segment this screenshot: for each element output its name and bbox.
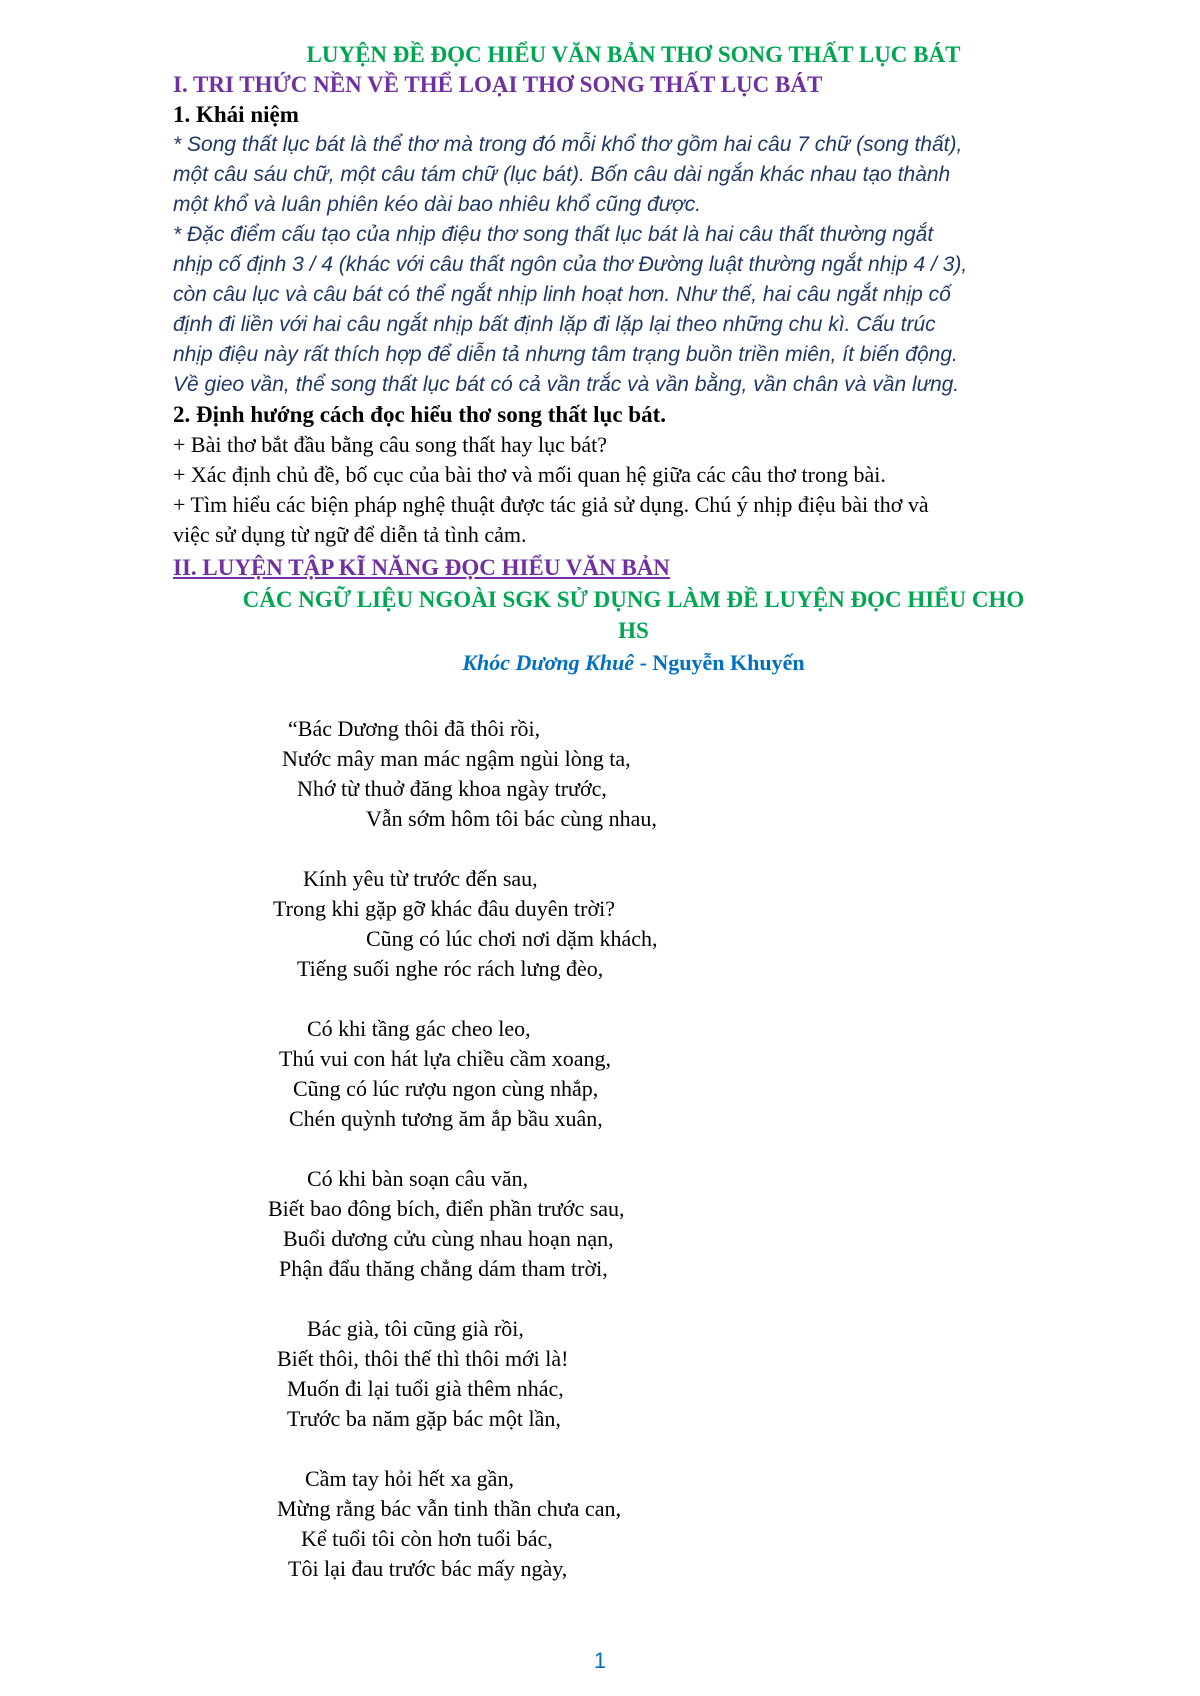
definition-paragraph (173, 130, 1094, 220)
text-line: còn câu lục và câu bát có thể ngắt nhịp linh hoạt hơn. Như thế, hai câu ngắt nhịp cố (173, 283, 951, 306)
stanza (173, 1314, 1094, 1434)
page-number: 1 (593, 1648, 607, 1673)
text-line: nhịp điệu này rất thích hợp để diễn tả nhưng tâm trạng buồn triền miên, ít biến động. (173, 343, 958, 366)
stanza (173, 864, 1094, 984)
stanza (173, 1464, 1094, 1584)
guide-list (173, 430, 1094, 550)
poem-line: Có khi bàn soạn câu văn, (307, 1166, 529, 1191)
list-item: + Bài thơ bắt đầu bằng câu song thất hay lục bát? (173, 432, 607, 457)
materials-heading-cont: HS (618, 618, 649, 643)
stanza (173, 1014, 1094, 1134)
stanza (173, 714, 1094, 834)
text-line: một khổ và luân phiên kéo dài bao nhiêu khổ cũng được. (173, 193, 702, 216)
poem-line: Chén quỳnh tương ăm ắp bầu xuân, (289, 1106, 603, 1131)
text-line: Về gieo vần, thể song thất lục bát có cả vần trắc và vần bằng, vần chân và vần lưng. (173, 373, 960, 396)
subheading-reading-guide: 2. Định hướng cách đọc hiểu thơ song thất lục bát. (173, 402, 666, 427)
text-line: nhịp cố định 3 / 4 (khác với câu thất ngôn của thơ Đường luật thường ngắt nhịp 4 / 3), (173, 253, 968, 276)
poem-title-text: Khóc Dương Khuê (462, 650, 635, 675)
poem-line: Kính yêu từ trước đến sau, (303, 866, 538, 891)
poem-line: Trong khi gặp gỡ khác đâu duyên trời? (273, 896, 616, 921)
materials-heading: CÁC NGỮ LIỆU NGOÀI SGK SỬ DỤNG LÀM ĐỀ LUYỆN ĐỌC HIỂU CHO (242, 587, 1025, 612)
text-line: * Song thất lục bát là thể thơ mà trong đó mỗi khổ thơ gồm hai câu 7 chữ (song thất), (173, 133, 963, 156)
poem-line: Trước ba năm gặp bác một lần, (287, 1406, 561, 1431)
section2-heading: II. LUYỆN TẬP KĨ NĂNG ĐỌC HIỂU VĂN BẢN (173, 555, 670, 580)
poem-line: Buổi dương cửu cùng nhau hoạn nạn, (283, 1226, 614, 1251)
poem-line: Kể tuổi tôi còn hơn tuổi bác, (301, 1526, 553, 1551)
poem-line: Tôi lại đau trước bác mấy ngày, (288, 1556, 568, 1581)
poem-line: Cũng có lúc rượu ngon cùng nhắp, (293, 1076, 599, 1101)
poem-line: Tiếng suối nghe róc rách lưng đèo, (297, 956, 604, 981)
rhythm-paragraph (173, 220, 1094, 400)
poem-line: Muốn đi lại tuổi già thêm nhác, (287, 1376, 564, 1401)
poem-title (173, 646, 1094, 680)
subheading-definition: 1. Khái niệm (173, 102, 299, 127)
poem-line: Nhớ từ thuở đăng khoa ngày trước, (297, 776, 607, 801)
text-line: một câu sáu chữ, một câu tám chữ (lục bát). Bốn câu dài ngắn khác nhau tạo thành (173, 163, 951, 186)
poem-line: Mừng rằng bác vẫn tinh thần chưa can, (277, 1496, 621, 1521)
list-item: + Xác định chủ đề, bố cục của bài thơ và mối quan hệ giữa các câu thơ trong bài. (173, 462, 886, 487)
text-line: định đi liền với hai câu ngắt nhịp bất định lặp đi lặp lại theo những chu kì. Cấu trúc (173, 313, 936, 336)
section1-heading: I. TRI THỨC NỀN VỀ THỂ LOẠI THƠ SONG THẤT LỤC BÁT (173, 72, 823, 97)
poem-author: Nguyễn Khuyến (652, 650, 805, 675)
stanza (173, 1164, 1094, 1284)
list-item: việc sử dụng từ ngữ để diễn tả tình cảm. (173, 522, 527, 547)
poem-line: Bác già, tôi cũng già rồi, (307, 1316, 524, 1341)
poem-line: Có khi tầng gác cheo leo, (307, 1016, 531, 1041)
poem-line: Cầm tay hỏi hết xa gần, (305, 1466, 514, 1491)
poem-line: Thú vui con hát lựa chiều cầm xoang, (279, 1046, 612, 1071)
poem-line: Phận đẩu thăng chẳng dám tham trời, (279, 1256, 608, 1281)
poem-line: Nước mây man mác ngậm ngùi lòng ta, (282, 746, 631, 771)
poem-line: Cũng có lúc chơi nơi dặm khách, (366, 926, 658, 951)
poem-line: “Bác Dương thôi đã thôi rồi, (288, 716, 541, 741)
poem-line: Biết bao đông bích, điển phần trước sau, (268, 1196, 625, 1221)
list-item: + Tìm hiểu các biện pháp nghệ thuật được tác giả sử dụng. Chú ý nhịp điệu bài thơ và (173, 492, 929, 517)
poem-line: Vẫn sớm hôm tôi bác cùng nhau, (366, 806, 657, 831)
poem (173, 714, 1094, 1584)
text-line: * Đặc điểm cấu tạo của nhịp điệu thơ song thất lục bát là hai câu thất thường ngắt (173, 223, 934, 246)
poem-title-separator: - (634, 650, 653, 675)
poem-line: Biết thôi, thôi thế thì thôi mới là! (277, 1346, 569, 1371)
page-title: LUYỆN ĐỀ ĐỌC HIỂU VĂN BẢN THƠ SONG THẤT LỤC BÁT (306, 42, 961, 67)
